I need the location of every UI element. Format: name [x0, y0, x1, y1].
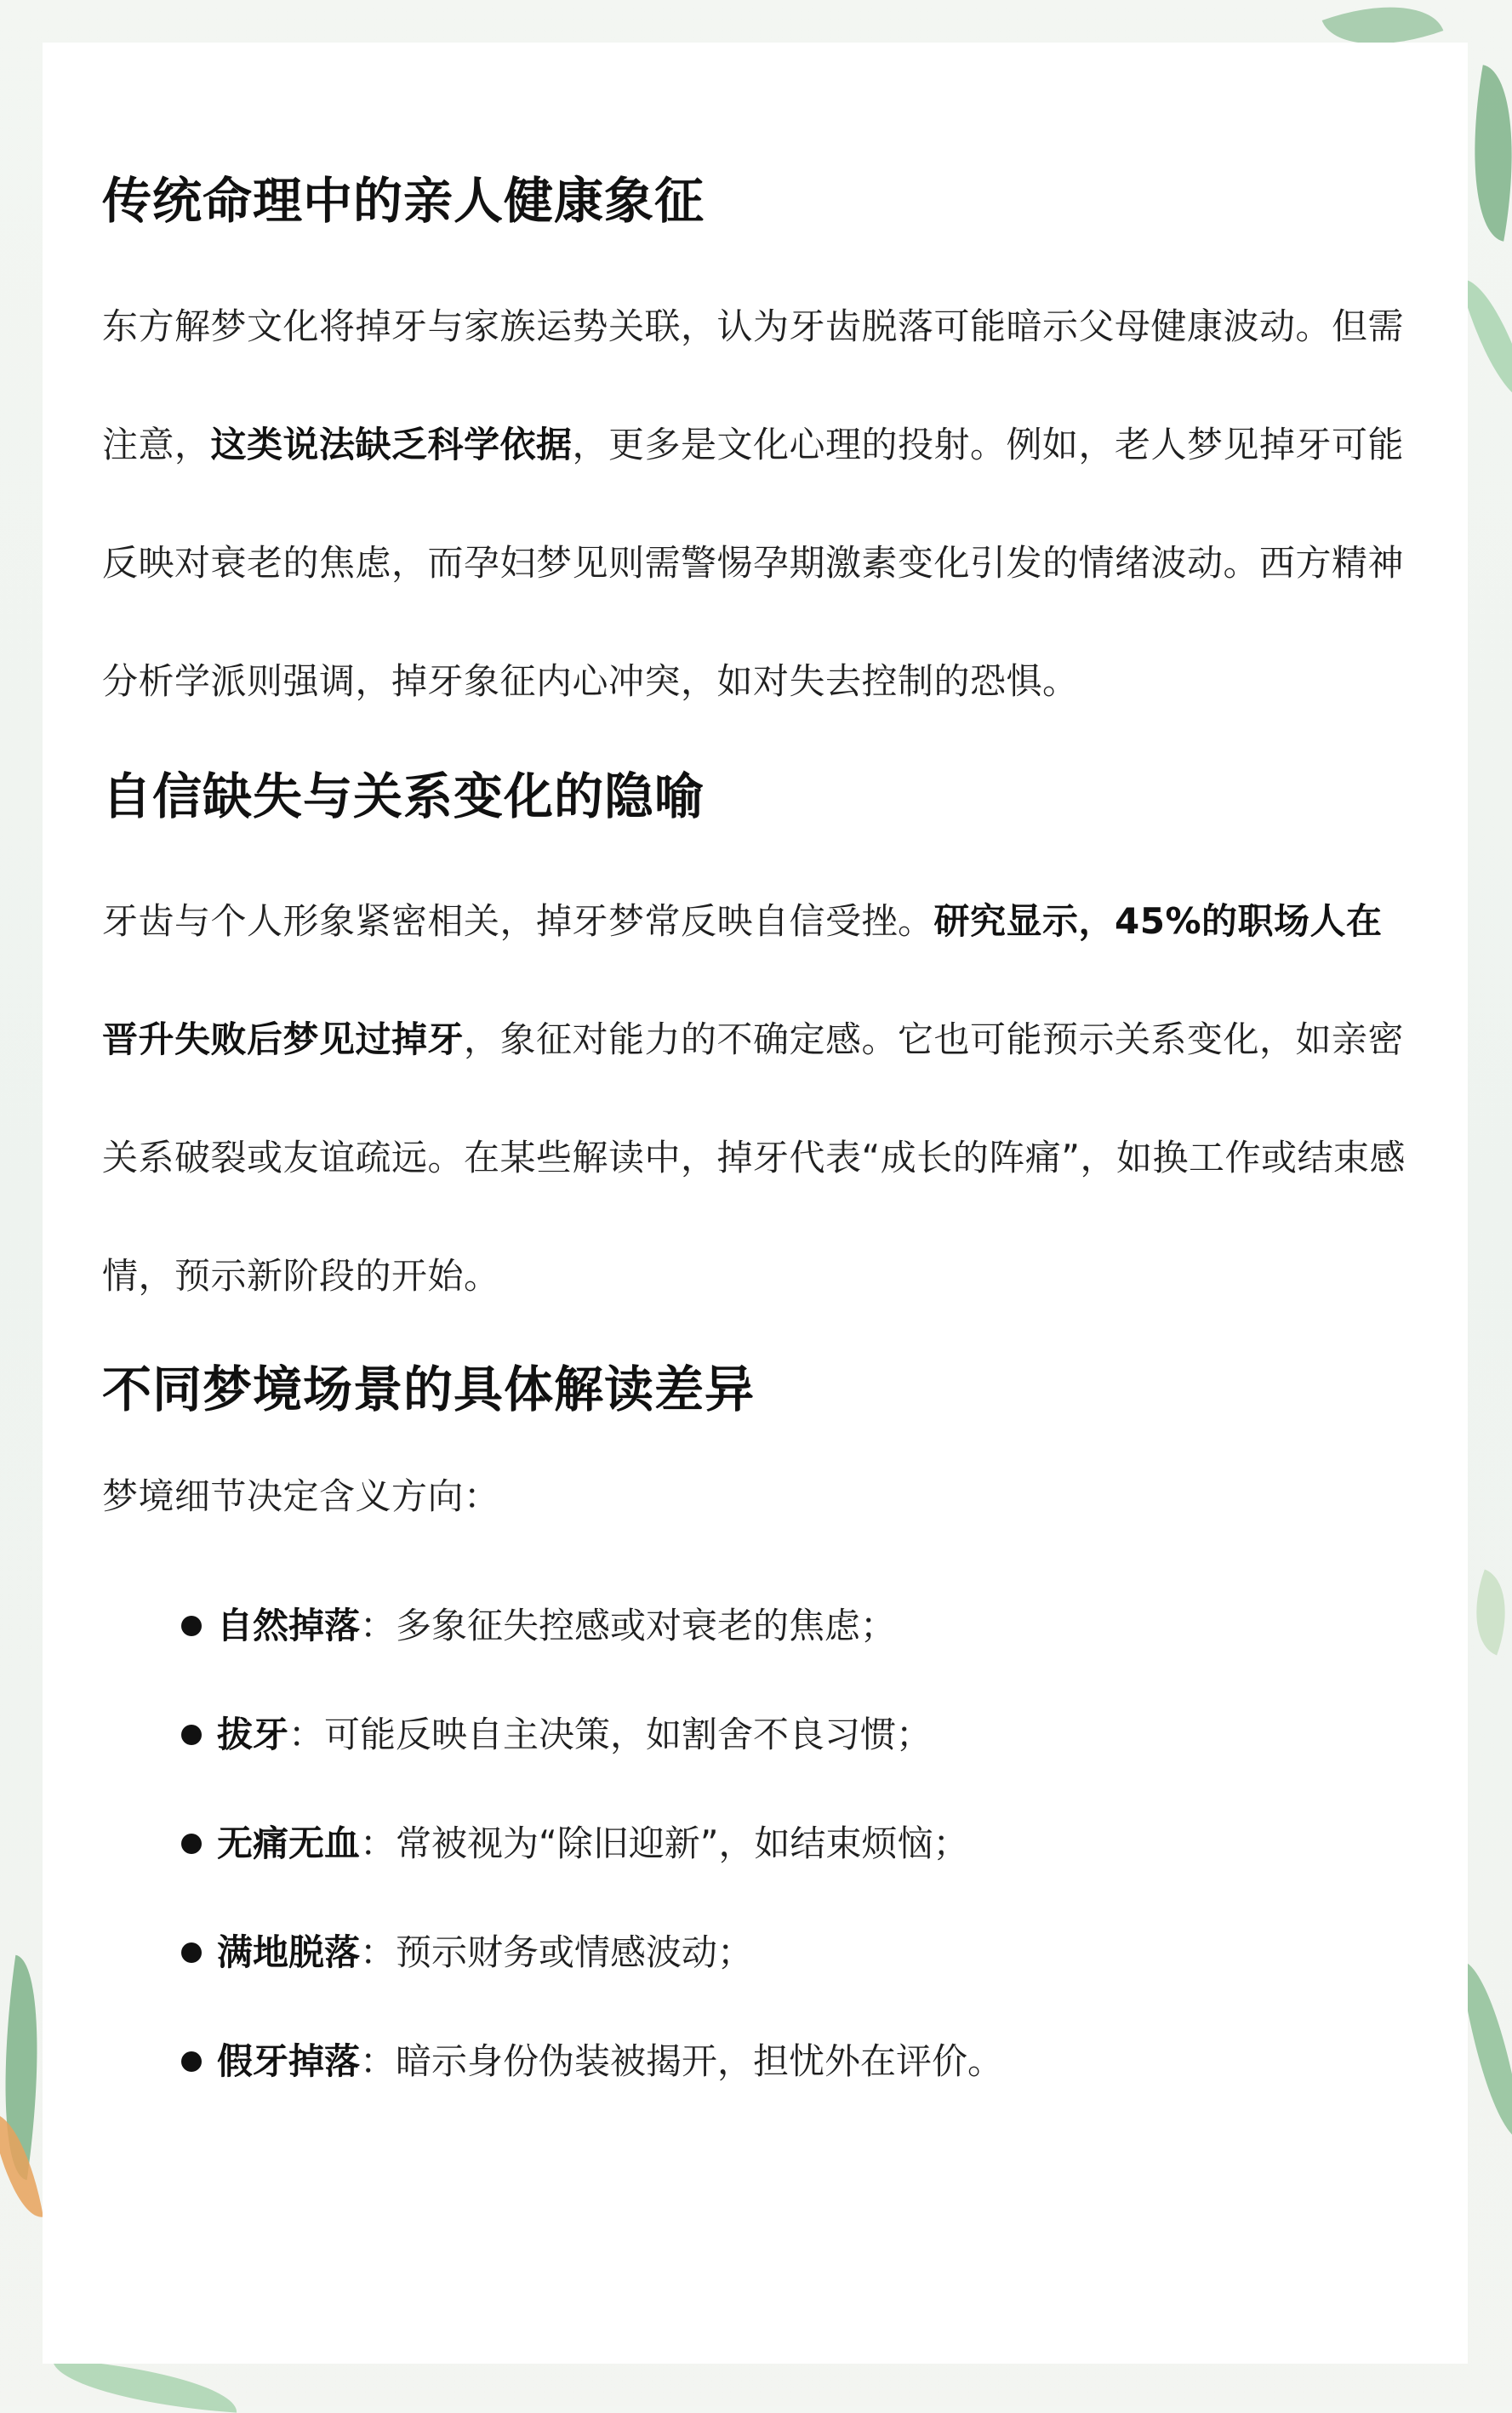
bullet-icon	[181, 1834, 202, 1854]
section-title-dream-scenes: 不同梦境场景的具体解读差异	[102, 1361, 756, 1419]
list-item-desc: ：常被视为“除旧迎新”，如结束烦恼；	[360, 1822, 969, 1864]
list-item-term: 无痛无血	[217, 1822, 361, 1864]
article-card	[43, 43, 1468, 2364]
list-item-term: 拔牙	[217, 1713, 289, 1755]
list-item-desc: ：暗示身份伪装被揭开，担忧外在评价。	[360, 2039, 1004, 2082]
bullet-icon	[181, 2051, 202, 2072]
list-item	[217, 1898, 1408, 2007]
list-item-term: 自然掉落	[217, 1604, 361, 1646]
list-item	[217, 2007, 1408, 2116]
paragraph-text: 牙齿与个人形象紧密相关，掉牙梦常反映自信受挫。	[102, 900, 934, 943]
paragraph-text: 东方解梦文化将掉牙与家族运势关联，认为牙齿脱落可能暗示父母健康波动。但需注意，	[102, 305, 1405, 465]
paragraph-bold-text: 研究显示，45%的职场人在晋升失败后梦见过掉牙	[102, 900, 1383, 1061]
list-item	[217, 1789, 1408, 1898]
list-item-term: 假牙掉落	[217, 2039, 361, 2082]
section-title-confidence: 自信缺失与关系变化的隐喻	[102, 767, 705, 825]
bullet-icon	[181, 1616, 202, 1636]
leaf-decoration-bottom-left	[50, 2359, 240, 2412]
list-item-desc: ：多象征失控感或对衰老的焦虑；	[360, 1604, 897, 1646]
list-item	[217, 1572, 1408, 1680]
bullet-icon	[181, 1725, 202, 1745]
section-intro-dream-scenes: 梦境细节决定含义方向：	[102, 1475, 500, 1517]
section-title-health-symbol: 传统命理中的亲人健康象征	[102, 172, 705, 230]
paragraph-bold-text: 这类说法缺乏科学依据	[210, 423, 573, 465]
bullet-icon	[181, 1942, 202, 1963]
list-item	[217, 1680, 1408, 1789]
list-item-term: 满地脱落	[217, 1931, 361, 1973]
list-item-desc: ：可能反映自主决策，如割舍不良习惯；	[288, 1713, 933, 1755]
paragraph-text: ，更多是文化心理的投射。例如，老人梦见掉牙可能反映对衰老的焦虑，而孕妇梦见则需警惕孕期激素变化引发的情绪波动。西方精神分析学派则强调，掉牙象征内心冲突，如对失去控制的恐惧。	[102, 423, 1405, 702]
list-item-desc: ：预示财务或情感波动；	[360, 1931, 754, 1973]
paragraph-text: ，象征对能力的不确定感。它也可能预示关系变化，如亲密关系破裂或友谊疏远。在某些解读中，掉牙代表“成长的阵痛”，如换工作或结束感情，预示新阶段的开始。	[102, 1018, 1406, 1298]
section-paragraph-health-symbol	[102, 267, 1408, 740]
dream-scene-list	[102, 1572, 1408, 2116]
section-paragraph-confidence	[102, 862, 1408, 1335]
